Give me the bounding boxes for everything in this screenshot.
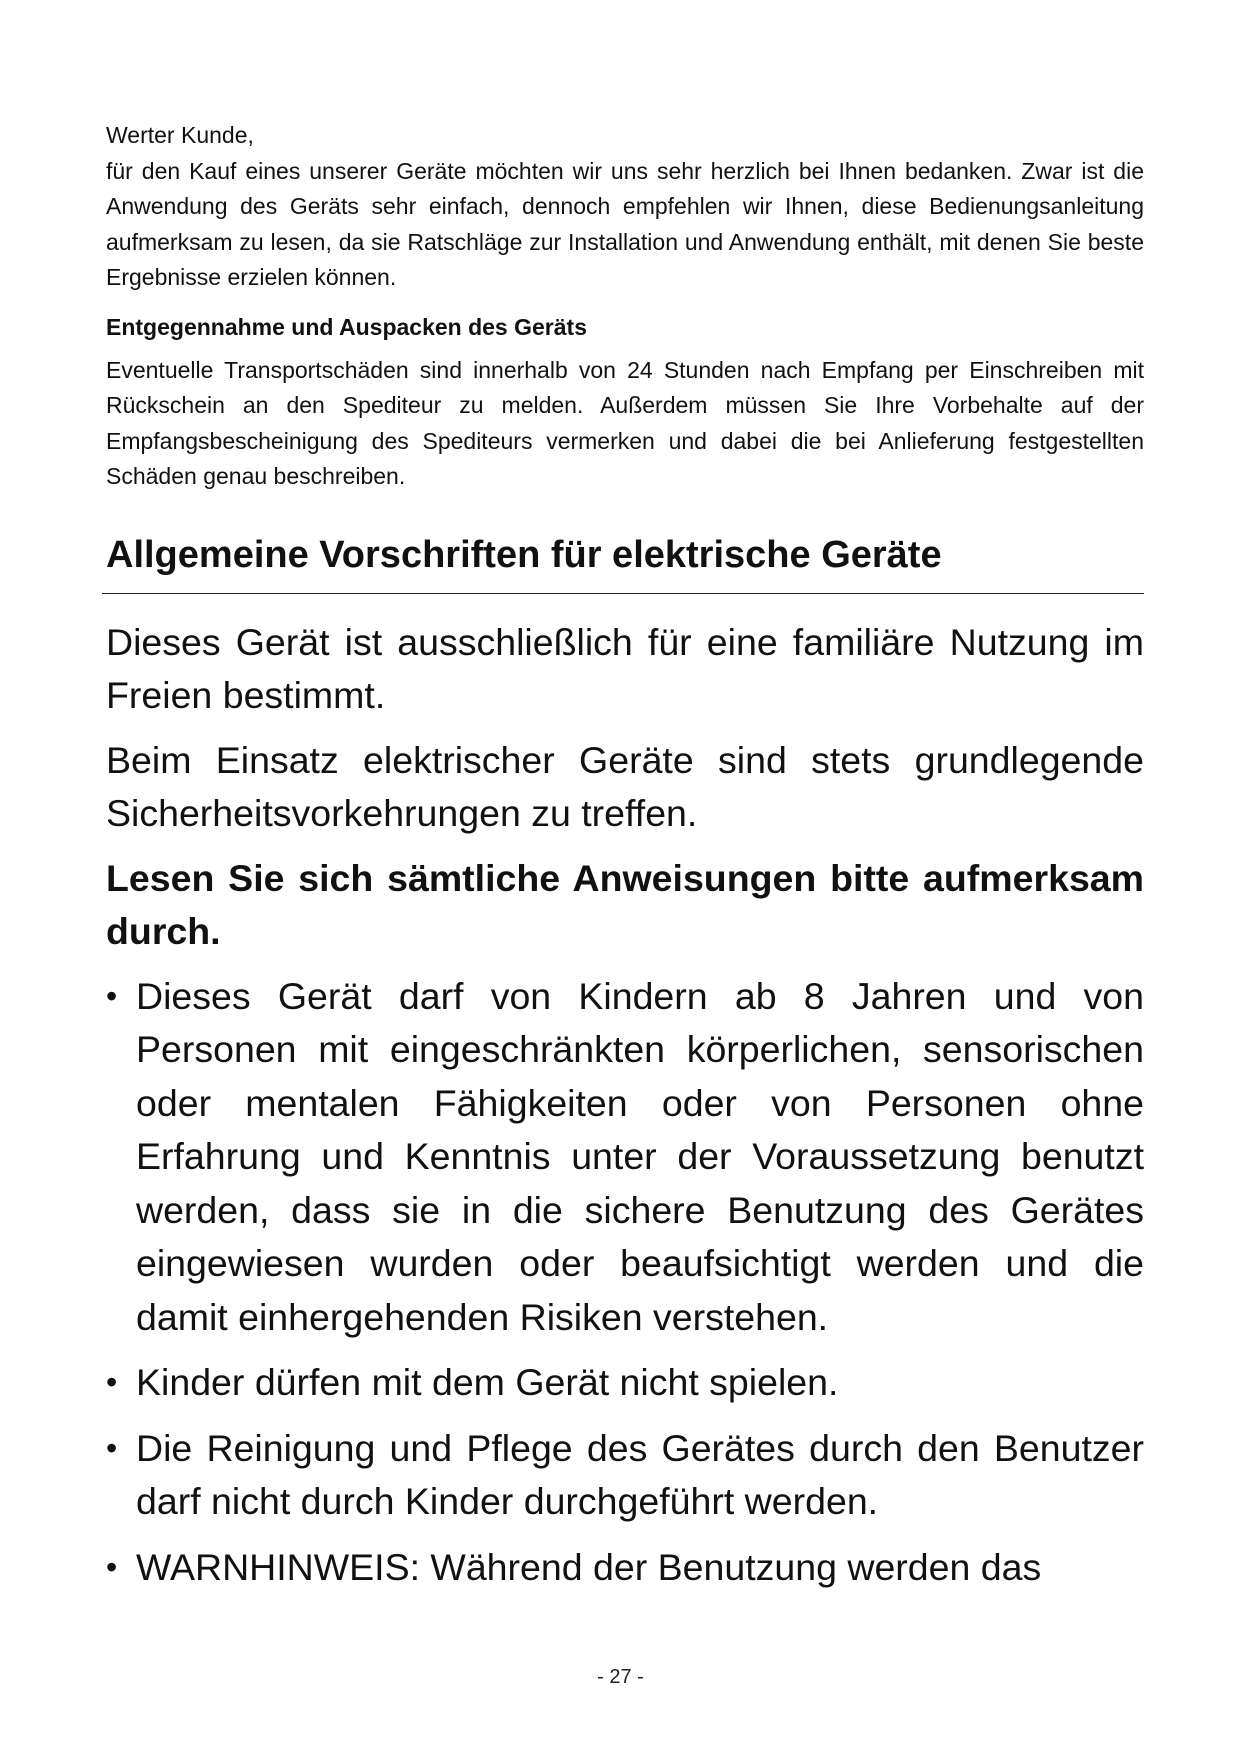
bullet-icon: •: [106, 1429, 118, 1466]
bullet-text: Die Reinigung und Pflege des Gerätes durch den Benutzer darf nicht durch Kinder durchgeführt werden.: [136, 1426, 1144, 1522]
bullet-text: WARNHINWEIS: Während der Benutzung werden das: [136, 1545, 1042, 1588]
usage-paragraph: Dieses Gerät ist ausschließlich für eine familiäre Nutzung im Freien bestimmt.: [106, 620, 1144, 716]
safety-bullet-list: [106, 970, 1144, 1595]
salutation: Werter Kunde,: [106, 122, 254, 148]
section-title: Allgemeine Vorschriften für elektrische Geräte: [102, 529, 1144, 594]
bullet-text: Kinder dürfen mit dem Gerät nicht spielen.: [136, 1361, 839, 1403]
intro-block: [106, 118, 1144, 296]
safety-paragraph: Beim Einsatz elektrischer Geräte sind stets grundlegende Sicherheitsvorkehrungen zu treffen.: [106, 738, 1144, 834]
bullet-item-no-play: [106, 1356, 1144, 1410]
receiving-block: [106, 310, 1144, 495]
bullet-item-cleaning: [106, 1422, 1144, 1529]
page-number: - 27 -: [597, 1666, 644, 1688]
bullet-item-warning: [106, 1541, 1144, 1595]
bullet-item-children-persons: [106, 970, 1144, 1345]
receiving-paragraph: Eventuelle Transportschäden sind innerhalb von 24 Stunden nach Empfang per Einschreiben mit Rückschein an den Spediteur zu melden. Außerdem müssen Sie Ihre Vorbehalte auf der Empfangsbescheinigung des Spediteurs vermerken und dabei die bei Anlieferung festgestellten Schäden genau beschreiben.: [106, 356, 1144, 489]
document-page: [106, 118, 1144, 1606]
bullet-icon: •: [106, 1548, 118, 1585]
read-instructions-paragraph: Lesen Sie sich sämtliche Anweisungen bitte aufmerksam durch.: [106, 856, 1144, 952]
intro-paragraph: für den Kauf eines unserer Geräte möchten wir uns sehr herzlich bei Ihnen bedanken. Zwar ist die Anwendung des Geräts sehr einfach, dennoch empfehlen wir Ihnen, diese Bedienungsanleitung aufmerksam zu lesen, da sie Ratschläge zur Installation und Anwendung enthält, mit denen Sie beste Ergebnisse erzielen können.: [106, 157, 1144, 290]
receiving-heading: Entgegennahme und Auspacken des Geräts: [106, 313, 587, 340]
bullet-icon: •: [106, 1364, 118, 1400]
bullet-text: Dieses Gerät darf von Kindern ab 8 Jahren und von Personen mit eingeschränkten körperlichen, sensorischen oder mentalen Fähigkeiten oder von Personen ohne Erfahrung und Kenntnis unter der Voraussetzung benutzt werden, dass sie in die sichere Benutzung des Gerätes eingewiesen wurden oder beaufsichtigt werden und die damit einhergehenden Risiken verstehen.: [136, 974, 1144, 1338]
bullet-icon: •: [106, 977, 118, 1014]
